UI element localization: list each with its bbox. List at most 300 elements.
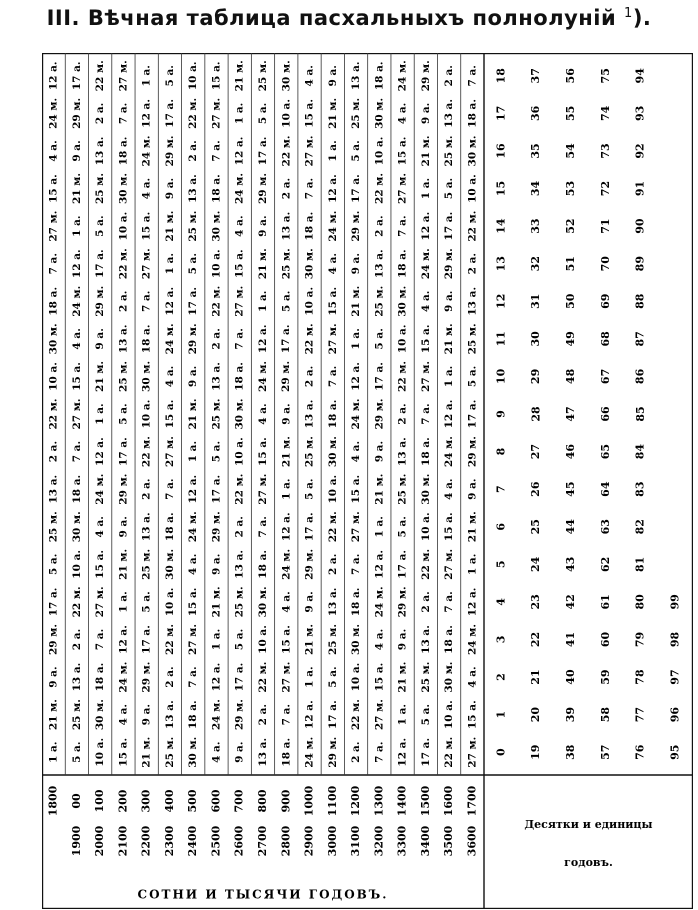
full-moon-date: 18 а. (419, 437, 432, 466)
full-moon-date: 7 а. (233, 328, 246, 350)
full-moon-date: 15 а. (373, 662, 386, 692)
year-number: 83 (633, 481, 647, 497)
full-moon-date: 4 а. (326, 252, 339, 275)
full-moon-date: 2 а. (326, 553, 339, 576)
full-moon-date: 27 м. (350, 511, 363, 543)
full-moon-date: 5 а. (70, 741, 83, 763)
year-number: 74 (598, 105, 612, 122)
full-moon-date: 30 м. (443, 661, 456, 693)
full-moon-date: 30 м. (396, 285, 409, 317)
year-number: 85 (633, 406, 647, 422)
year-number: 46 (564, 443, 578, 460)
full-moon-date: 30 м. (350, 623, 363, 655)
full-moon-date: 30 м. (94, 699, 107, 731)
full-moon-date: 15 а. (396, 136, 409, 166)
century-label: 800 (256, 789, 269, 813)
full-moon-date: 25 м. (187, 210, 200, 242)
full-moon-date: 29 м. (373, 398, 386, 430)
year-number: 48 (564, 368, 578, 385)
full-moon-date: 1 а. (233, 102, 246, 125)
year-number: 86 (633, 368, 647, 385)
full-moon-date: 17 а. (70, 61, 83, 91)
year-number: 81 (633, 556, 647, 572)
years-header: годовъ. (564, 856, 613, 869)
century-label: 2700 (256, 825, 269, 857)
full-moon-date: 7 а. (47, 252, 60, 275)
full-moon-date: 30 м. (257, 586, 269, 618)
year-number: 38 (564, 744, 578, 760)
full-moon-date: 1 а. (396, 703, 409, 726)
year-number: 72 (598, 180, 612, 197)
full-moon-date: 1 а. (466, 553, 479, 576)
century-label: 3400 (418, 825, 432, 857)
full-moon-date: 2 а. (373, 215, 386, 237)
full-moon-date: 18 а. (303, 211, 316, 241)
century-label: 900 (279, 789, 293, 813)
year-number: 73 (598, 143, 612, 159)
full-moon-date: 22 м. (303, 323, 316, 355)
full-moon-date: 21 м. (350, 285, 363, 317)
full-moon-date: 18 а. (117, 136, 130, 166)
century-label: 1600 (442, 785, 456, 817)
full-moon-date: 15 а. (210, 61, 223, 91)
full-moon-date: 30 м. (70, 511, 83, 543)
year-number: 20 (529, 706, 543, 723)
year-number: 54 (564, 143, 578, 159)
year-number: 88 (633, 293, 647, 309)
year-number: 5 (494, 560, 508, 569)
full-moon-date: 27 м. (466, 736, 479, 768)
full-moon-date: 1 а. (117, 591, 130, 613)
full-moon-date: 12 а. (70, 249, 83, 279)
full-moon-date: 1 а. (280, 478, 293, 500)
full-moon-date: 24 м. (303, 736, 316, 768)
full-moon-date: 27 м. (210, 97, 223, 129)
full-moon-date: 18 а. (350, 587, 363, 617)
full-moon-date: 13 а. (140, 512, 153, 542)
year-number: 6 (494, 522, 508, 531)
full-moon-date: 25 м. (210, 398, 223, 430)
full-moon-date: 24 м. (117, 661, 130, 693)
full-moon-date: 10 а. (419, 512, 432, 542)
full-moon-date: 7 а. (373, 741, 386, 763)
full-moon-date: 17 а. (47, 587, 60, 617)
full-moon-date: 24 м. (443, 436, 456, 468)
year-number: 27 (529, 443, 543, 460)
century-label: 3500 (442, 825, 456, 857)
year-number: 17 (494, 105, 508, 122)
full-moon-date: 1 а. (326, 140, 339, 162)
year-number: 53 (564, 180, 578, 197)
year-number: 96 (668, 706, 682, 723)
full-moon-date: 7 а. (443, 591, 456, 613)
full-moon-date: 9 а. (396, 628, 409, 651)
year-number: 7 (494, 485, 508, 493)
century-label: 700 (232, 789, 246, 813)
full-moon-date: 5 а. (303, 478, 316, 500)
full-moon-date: 22 м. (257, 661, 269, 693)
full-moon-date: 29 м. (70, 97, 83, 129)
year-number: 97 (668, 669, 682, 685)
full-moon-date: 15 а. (419, 324, 432, 354)
full-moon-date: 1 а. (187, 440, 200, 463)
year-number: 18 (494, 68, 508, 84)
full-moon-date: 2 а. (280, 177, 293, 200)
full-moon-date: 25 м. (326, 623, 339, 655)
full-moon-date: 7 а. (70, 440, 83, 463)
full-moon-date: 2 а. (163, 666, 176, 688)
full-moon-date: 27 м. (187, 623, 200, 655)
full-moon-date: 13 а. (373, 249, 386, 279)
full-moon-date: 13 а. (233, 549, 246, 579)
full-moon-date: 17 а. (257, 136, 269, 166)
full-moon-date: 17 а. (140, 625, 153, 654)
full-moon-date: 9 а. (466, 478, 479, 500)
year-number: 12 (494, 293, 508, 309)
full-moon-date: 12 а. (280, 512, 293, 542)
year-number: 84 (633, 443, 647, 460)
century-label: 00 (69, 793, 83, 809)
year-number: 56 (564, 68, 578, 84)
full-moon-date: 10 а. (117, 211, 130, 241)
year-number: 44 (564, 519, 578, 535)
full-moon-date: 10 а. (443, 700, 456, 729)
full-moon-date: 21 м. (443, 323, 456, 355)
full-moon-date: 2 а. (466, 252, 479, 275)
full-moon-date: 24 м. (210, 699, 223, 731)
full-moon-date: 2 а. (70, 628, 83, 651)
year-number: 1 (494, 710, 508, 719)
full-moon-date: 12 а. (257, 324, 269, 354)
full-moon-date: 21 м. (187, 398, 200, 430)
full-moon-date: 10 а. (303, 286, 316, 316)
full-moon-date: 25 м. (443, 135, 456, 167)
full-moon-date: 5 а. (373, 328, 386, 350)
full-moon-date: 25 м. (140, 548, 153, 580)
full-moon-date: 5 а. (350, 140, 363, 162)
year-number: 79 (633, 631, 647, 648)
full-moon-date: 27 м. (117, 60, 130, 92)
full-moon-date: 9 а. (70, 140, 83, 162)
full-moon-date: 22 м. (466, 210, 479, 242)
year-number: 75 (598, 68, 612, 84)
full-moon-date: 29 м. (419, 60, 432, 92)
year-number: 61 (598, 594, 612, 610)
full-moon-date: 2 а. (443, 65, 456, 87)
full-moon-date: 29 м. (210, 511, 223, 543)
full-moon-date: 13 а. (396, 437, 409, 466)
full-moon-date: 15 а. (280, 625, 293, 654)
title-text: III. Вѣчная таблица пасхальныхъ полнолуній (46, 6, 617, 30)
year-number: 28 (529, 406, 543, 422)
full-moon-date: 22 м. (117, 248, 130, 280)
full-moon-date: 25 м. (419, 661, 432, 693)
full-moon-date: 5 а. (47, 553, 60, 576)
full-moon-date: 9 а. (210, 553, 223, 576)
full-moon-date: 21 м. (163, 210, 176, 242)
full-moon-date: 24 м. (94, 473, 107, 505)
full-moon-date: 7 а. (187, 666, 200, 688)
full-moon-date: 24 м. (396, 60, 409, 92)
full-moon-date: 10 а. (350, 662, 363, 692)
full-moon-date: 10 а. (257, 625, 269, 654)
full-moon-date: 29 м. (257, 173, 269, 205)
full-moon-date: 17 а. (210, 474, 223, 504)
year-number: 0 (494, 748, 508, 757)
full-moon-date: 21 м. (70, 173, 83, 205)
full-moon-date: 17 а. (94, 249, 107, 279)
full-moon-date: 17 а. (396, 549, 409, 579)
full-moon-date: 24 м. (70, 285, 83, 317)
full-moon-date: 12 а. (466, 587, 479, 617)
year-number: 52 (564, 218, 578, 234)
year-number: 82 (633, 519, 647, 535)
full-moon-date: 18 а. (70, 474, 83, 504)
full-moon-date: 29 м. (326, 736, 339, 768)
full-moon-date: 7 а. (257, 516, 269, 538)
full-moon-date: 5 а. (326, 666, 339, 688)
full-moon-date: 10 а. (187, 61, 200, 91)
century-label: 2500 (209, 825, 223, 857)
full-moon-date: 15 а. (47, 174, 60, 203)
century-label: 1300 (372, 785, 386, 817)
full-moon-date: 4 а. (257, 403, 269, 425)
year-number: 40 (564, 669, 578, 685)
year-number: 58 (598, 706, 612, 723)
full-moon-date: 10 а. (466, 174, 479, 203)
full-moon-date: 10 а. (163, 587, 176, 617)
full-moon-date: 15 а. (163, 399, 176, 429)
year-number: 25 (529, 519, 543, 535)
full-moon-date: 12 а. (94, 437, 107, 466)
full-moon-date: 30 м. (303, 248, 316, 280)
year-number: 76 (633, 744, 647, 760)
full-moon-date: 21 м. (117, 548, 130, 580)
full-moon-date: 2 а. (140, 478, 153, 500)
full-moon-date: 2 а. (210, 328, 223, 350)
full-moon-date: 18 а. (443, 625, 456, 654)
full-moon-date: 27 м. (280, 661, 293, 693)
full-moon-date: 5 а. (140, 591, 153, 613)
year-number: 59 (598, 669, 612, 685)
full-moon-date: 1 а. (257, 290, 269, 312)
century-label: 500 (186, 789, 200, 813)
year-number: 68 (598, 331, 612, 347)
full-moon-date: 12 а. (303, 700, 316, 729)
century-label: 2400 (186, 825, 200, 857)
year-number: 51 (564, 256, 578, 272)
full-moon-date: 25 м. (280, 248, 293, 280)
full-moon-date: 5 а. (280, 290, 293, 312)
year-number: 94 (633, 68, 647, 84)
full-moon-date: 27 м. (326, 323, 339, 355)
full-moon-date: 17 а. (443, 211, 456, 241)
year-number: 57 (598, 744, 612, 760)
full-moon-date: 18 а. (140, 324, 153, 354)
full-moon-date: 15 а. (117, 737, 130, 767)
year-number: 22 (529, 631, 543, 648)
century-label: 1000 (302, 785, 316, 817)
full-moon-date: 17 а. (280, 324, 293, 354)
full-moon-date: 1 а. (373, 516, 386, 538)
full-moon-date: 9 а. (187, 365, 200, 388)
full-moon-date: 2 а. (117, 290, 130, 312)
century-label: 2000 (93, 825, 107, 857)
full-moon-date: 7 а. (396, 215, 409, 237)
full-moon-date: 18 а. (210, 174, 223, 203)
full-moon-date: 13 а. (257, 737, 269, 767)
full-moon-date: 22 м. (47, 398, 60, 430)
full-moon-date: 21 м. (257, 248, 269, 280)
full-moon-date: 10 а. (373, 136, 386, 166)
full-moon-date: 13 а. (187, 174, 200, 203)
year-number: 80 (633, 594, 647, 610)
full-moon-date: 25 м. (396, 473, 409, 505)
year-number: 99 (668, 594, 682, 610)
century-label: 1900 (69, 825, 83, 857)
full-moon-date: 7 а. (419, 403, 432, 425)
full-moon-date: 15 а. (140, 211, 153, 241)
century-label: 3300 (395, 825, 409, 857)
full-moon-date: 13 а. (210, 362, 223, 391)
full-moon-date: 27 м. (419, 360, 432, 392)
full-moon-date: 18 а. (373, 61, 386, 91)
century-label: 3000 (325, 825, 339, 857)
full-moon-date: 7 а. (466, 65, 479, 87)
full-moon-date: 10 а. (140, 399, 153, 429)
full-moon-date: 2 а. (187, 140, 200, 162)
full-moon-date: 27 м. (396, 173, 409, 205)
full-moon-date: 22 м. (140, 436, 153, 468)
full-moon-date: 10 а. (396, 324, 409, 354)
full-moon-date: 17 а. (117, 437, 130, 466)
year-number: 42 (564, 594, 578, 610)
full-moon-date: 21 м. (326, 97, 339, 129)
full-moon-date: 9 а. (117, 516, 130, 538)
full-moon-date: 21 м. (280, 436, 293, 468)
full-moon-date: 18 а. (257, 549, 269, 579)
century-label: 300 (139, 789, 153, 813)
year-number: 60 (598, 631, 612, 648)
full-moon-date: 21 м. (210, 586, 223, 618)
year-number: 30 (529, 331, 543, 347)
full-moon-date: 25 м. (303, 436, 316, 468)
year-number: 37 (529, 68, 543, 84)
year-number: 92 (633, 143, 647, 159)
full-moon-date: 22 м. (233, 473, 246, 505)
year-number: 98 (668, 631, 682, 648)
full-moon-date: 29 м. (47, 623, 60, 655)
full-moon-date: 12 а. (187, 474, 200, 504)
full-moon-date: 12 а. (396, 737, 409, 767)
full-moon-date: 12 а. (117, 625, 130, 654)
full-moon-date: 18 а. (233, 362, 246, 391)
full-moon-date: 27 м. (70, 398, 83, 430)
full-moon-date: 15 а. (303, 99, 316, 128)
full-moon-date: 18 а. (187, 700, 200, 729)
full-moon-date: 15 а. (233, 249, 246, 279)
year-number: 50 (564, 293, 578, 309)
century-label: 600 (209, 789, 223, 813)
year-number: 62 (598, 556, 612, 572)
full-moon-date: 30 м. (187, 736, 200, 768)
full-moon-date: 9 а. (280, 403, 293, 425)
full-moon-date: 17 а. (350, 174, 363, 203)
full-moon-date: 22 м. (350, 699, 363, 731)
full-moon-date: 15 а. (94, 549, 107, 579)
full-moon-date: 29 м. (350, 210, 363, 242)
full-moon-date: 17 а. (303, 512, 316, 542)
century-label: 1100 (325, 785, 339, 817)
year-number: 65 (598, 443, 612, 460)
full-moon-date: 10 а. (47, 362, 60, 391)
year-number: 36 (529, 105, 543, 122)
century-label: 1400 (395, 785, 409, 817)
full-moon-date: 1 а. (210, 628, 223, 651)
full-moon-date: 10 а. (94, 737, 107, 767)
full-moon-date: 25 м. (70, 699, 83, 731)
year-number: 49 (564, 331, 578, 347)
year-number: 47 (564, 406, 578, 422)
full-moon-date: 13 а. (94, 136, 107, 166)
full-moon-date: 21 м. (396, 661, 409, 693)
full-moon-date: 5 а. (419, 703, 432, 726)
full-moon-date: 18 а. (47, 286, 60, 316)
year-number: 21 (529, 669, 543, 685)
full-moon-date: 30 м. (163, 548, 176, 580)
full-moon-date: 30 м. (47, 323, 60, 355)
full-moon-date: 27 м. (140, 248, 153, 280)
full-moon-date: 1 а. (303, 666, 316, 688)
full-moon-date: 12 а. (163, 286, 176, 316)
year-number: 66 (598, 406, 612, 422)
full-moon-date: 30 м. (280, 60, 293, 92)
full-moon-date: 21 м. (303, 623, 316, 655)
full-moon-date: 22 м. (396, 360, 409, 392)
full-moon-date: 1 а. (163, 252, 176, 275)
full-moon-date: 9 а. (163, 177, 176, 200)
full-moon-date: 17 а. (466, 399, 479, 429)
full-moon-date: 12 а. (140, 99, 153, 128)
full-moon-date: 21 м. (466, 511, 479, 543)
full-moon-date: 27 м. (303, 135, 316, 167)
century-label: 1700 (465, 785, 479, 817)
full-moon-date: 4 а. (163, 365, 176, 388)
full-moon-date: 29 м. (163, 135, 176, 167)
full-moon-date: 7 а. (163, 478, 176, 500)
century-label: 2200 (139, 825, 153, 857)
full-moon-date: 10 а. (70, 549, 83, 579)
full-moon-date: 24 м. (280, 548, 293, 580)
full-moon-date: 21 м. (94, 360, 107, 392)
full-moon-date: 13 а. (466, 286, 479, 316)
full-moon-date: 24 м. (419, 248, 432, 280)
full-moon-date: 24 м. (140, 135, 153, 167)
year-number: 89 (633, 256, 647, 272)
full-moon-date: 9 а. (326, 65, 339, 87)
full-moon-date: 27 м. (257, 473, 269, 505)
full-moon-date: 21 м. (140, 736, 153, 768)
year-number: 70 (598, 256, 612, 272)
year-number: 55 (564, 105, 578, 122)
full-moon-date: 4 а. (70, 328, 83, 350)
full-moon-date: 5 а. (466, 365, 479, 388)
full-moon-date: 24 м. (373, 586, 386, 618)
full-moon-date: 12 а. (350, 362, 363, 391)
century-label: 3200 (372, 825, 386, 857)
full-moon-date: 15 а. (70, 362, 83, 391)
full-moon-date: 2 а. (419, 591, 432, 613)
